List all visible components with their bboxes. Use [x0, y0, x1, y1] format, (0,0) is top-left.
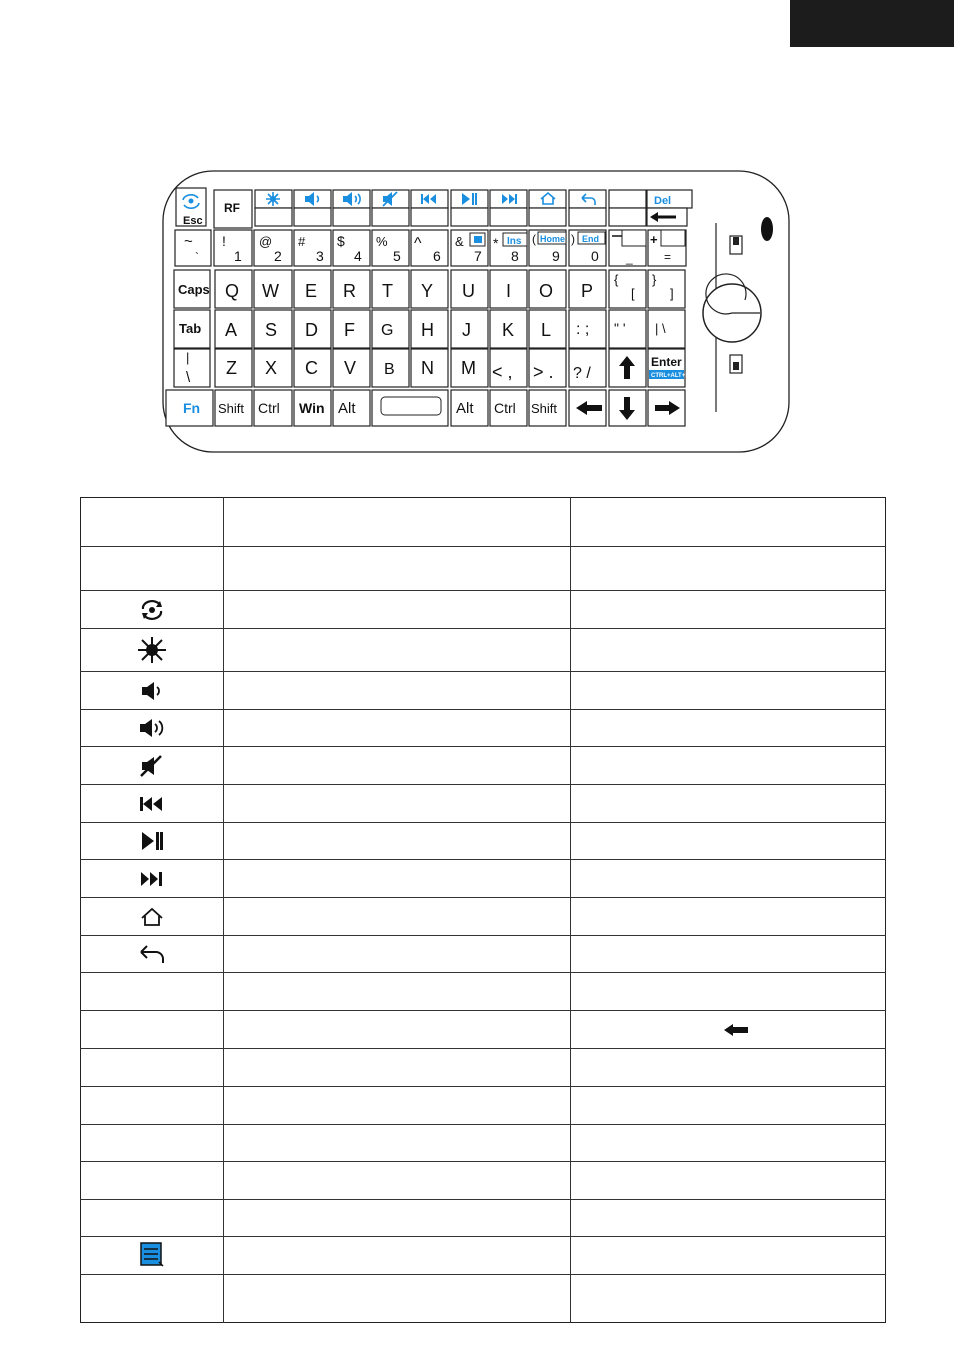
del-key-label: Del — [654, 195, 672, 207]
table-row — [81, 1199, 886, 1236]
svg-text:7: 7 — [474, 248, 482, 264]
svg-text:| \: | \ — [655, 321, 666, 336]
svg-text:8: 8 — [511, 248, 519, 264]
svg-text:Alt: Alt — [456, 400, 474, 417]
svg-text:`: ` — [195, 250, 199, 264]
svg-text:|: | — [186, 350, 190, 365]
svg-text:C: C — [305, 358, 318, 378]
menu-icon — [140, 1242, 164, 1268]
svg-text:+: + — [650, 232, 658, 247]
table-row — [81, 547, 886, 591]
table-row — [81, 1161, 886, 1199]
svg-text:< ,: < , — [492, 362, 513, 382]
svg-text:U: U — [462, 281, 475, 301]
table-row — [81, 973, 886, 1011]
back-icon — [138, 943, 166, 965]
volume-up-icon — [139, 718, 165, 738]
svg-text:1: 1 — [234, 248, 242, 264]
previous-track-icon — [139, 795, 165, 813]
svg-text:P: P — [581, 281, 594, 301]
svg-text:): ) — [571, 232, 575, 246]
svg-text:Caps: Caps — [178, 282, 210, 297]
svg-text:? /: ? / — [573, 365, 591, 382]
svg-text:X: X — [265, 358, 278, 378]
svg-text:(: ( — [532, 232, 536, 246]
svg-text:End: End — [582, 234, 599, 244]
svg-text:W: W — [262, 281, 279, 301]
table-row — [81, 672, 886, 710]
svg-text:}: } — [652, 272, 657, 287]
svg-text:5: 5 — [393, 248, 401, 264]
table-row — [81, 1124, 886, 1161]
keyboard-z-row — [174, 349, 698, 387]
svg-text:F: F — [344, 320, 355, 340]
svg-text:E: E — [305, 281, 318, 301]
svg-text:6: 6 — [433, 248, 441, 264]
table-row — [81, 1274, 886, 1322]
svg-text:" ': " ' — [614, 320, 626, 336]
esc-key-label: Esc — [183, 215, 203, 227]
mute-icon — [139, 754, 165, 778]
svg-text:S: S — [265, 320, 278, 340]
table-row — [81, 710, 886, 747]
table-row — [81, 936, 886, 973]
svg-text:%: % — [376, 234, 388, 249]
indicator-led — [761, 217, 773, 241]
svg-text:Alt: Alt — [338, 400, 356, 417]
rf-key-label: RF — [224, 201, 240, 215]
svg-text:$: $ — [337, 233, 345, 249]
svg-text:J: J — [462, 320, 471, 340]
svg-text:Q: Q — [225, 281, 240, 301]
svg-text:0: 0 — [591, 248, 599, 264]
svg-text:4: 4 — [354, 248, 362, 264]
svg-text:]: ] — [670, 286, 674, 301]
table-row — [81, 1086, 886, 1124]
svg-text:^: ^ — [414, 235, 422, 252]
table-row — [81, 860, 886, 898]
table-row — [81, 1011, 886, 1049]
svg-text:Ctrl: Ctrl — [494, 400, 516, 416]
arrow-left-icon — [723, 1024, 749, 1036]
svg-text:Ins: Ins — [507, 236, 522, 247]
svg-text:V: V — [344, 358, 357, 378]
next-track-icon — [140, 870, 164, 888]
svg-text:N: N — [421, 358, 434, 378]
svg-text:*: * — [493, 235, 499, 251]
svg-text:Tab: Tab — [179, 321, 202, 336]
backlight-icon — [266, 192, 280, 206]
table-row — [81, 1236, 886, 1274]
svg-text:T: T — [382, 281, 393, 301]
svg-text:!: ! — [222, 233, 226, 249]
table-row — [81, 898, 886, 936]
svg-text:@: @ — [259, 234, 273, 249]
svg-text:2: 2 — [274, 248, 282, 264]
svg-text:#: # — [298, 234, 306, 249]
svg-text:Win: Win — [299, 400, 325, 416]
svg-text:CTRL+ALT+DEL: CTRL+ALT+DEL — [651, 373, 698, 379]
svg-text:3: 3 — [316, 248, 324, 264]
home-icon — [140, 906, 164, 928]
svg-text:M: M — [461, 358, 476, 378]
keyboard-illustration — [0, 0, 954, 470]
svg-text:Enter: Enter — [651, 355, 682, 369]
svg-text:Shift: Shift — [531, 401, 558, 416]
svg-text:> .: > . — [533, 362, 554, 382]
svg-text:: ;: : ; — [576, 321, 590, 338]
svg-text:Fn: Fn — [183, 400, 201, 416]
table-row — [81, 823, 886, 860]
svg-text:Shift: Shift — [218, 401, 245, 416]
play-pause-icon — [140, 830, 164, 852]
svg-text:R: R — [343, 281, 356, 301]
table-row — [81, 785, 886, 823]
svg-text:I: I — [506, 281, 512, 301]
svg-text:&: & — [455, 234, 464, 249]
svg-text:9: 9 — [552, 248, 560, 264]
table-row — [81, 1049, 886, 1086]
svg-text:G: G — [381, 322, 394, 339]
sync-icon — [139, 598, 165, 622]
svg-text:H: H — [421, 320, 434, 340]
svg-text:\: \ — [186, 369, 191, 386]
svg-text:A: A — [225, 320, 238, 340]
key-reference-table — [80, 497, 886, 1323]
svg-text:=: = — [664, 250, 672, 264]
svg-text:L: L — [541, 320, 552, 340]
svg-text:~: ~ — [184, 233, 193, 250]
table-row — [81, 747, 886, 785]
backlight-icon — [136, 635, 168, 665]
svg-text:Z: Z — [226, 358, 237, 378]
svg-text:_: _ — [626, 251, 633, 265]
table-row — [81, 629, 886, 672]
svg-text:Y: Y — [421, 281, 434, 301]
svg-text:B: B — [384, 361, 395, 378]
table-row — [81, 591, 886, 629]
svg-text:O: O — [539, 281, 554, 301]
svg-text:D: D — [305, 320, 318, 340]
svg-text:{: { — [614, 272, 619, 287]
svg-text:Ctrl: Ctrl — [258, 400, 280, 416]
table-row — [81, 498, 886, 547]
volume-down-icon — [140, 681, 164, 701]
keyboard-number-row — [175, 230, 686, 266]
svg-text:K: K — [502, 320, 515, 340]
svg-text:Home: Home — [540, 234, 566, 244]
svg-text:[: [ — [631, 286, 635, 301]
